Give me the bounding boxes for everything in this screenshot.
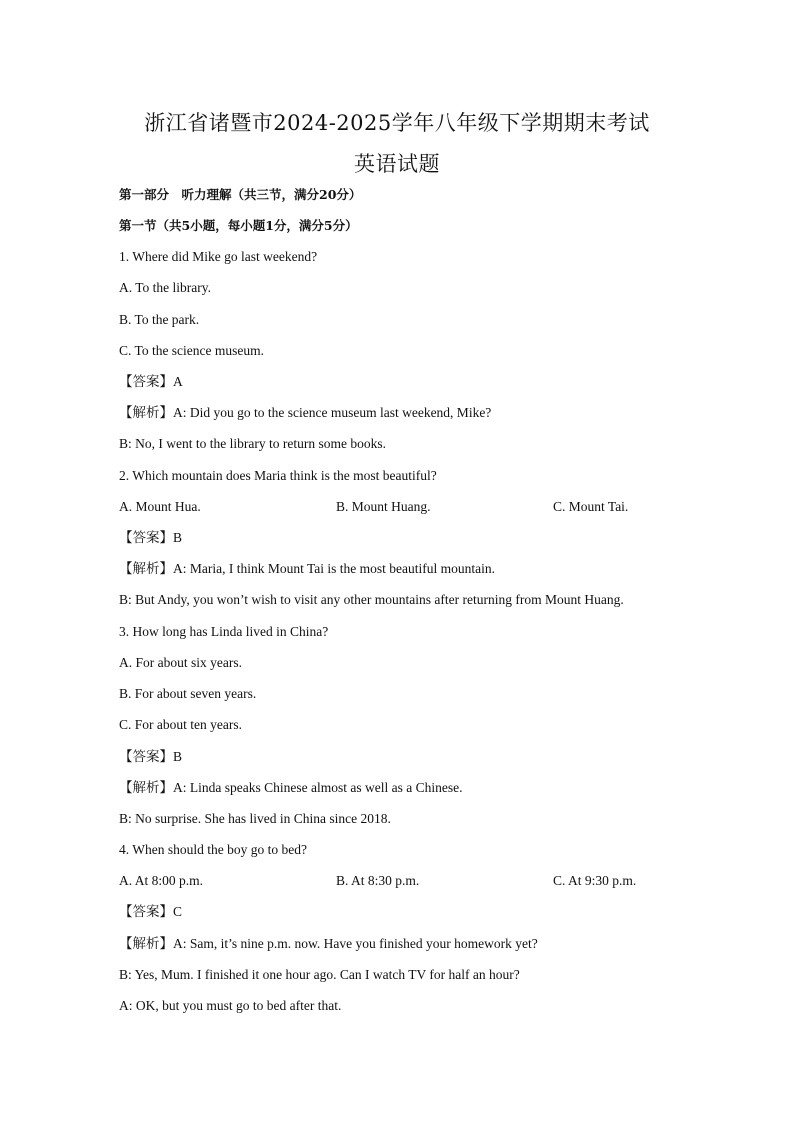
q4-option-a: A. At 8:00 p.m. bbox=[119, 873, 204, 888]
q4-option-c: C. At 9:30 p.m. bbox=[553, 873, 637, 888]
q1-analysis-line-1: 【解析】A: Did you go to the science museum last weekend, Mike? bbox=[119, 405, 492, 420]
q3-analysis-line-1: 【解析】A: Linda speaks Chinese almost as well as a Chinese. bbox=[119, 780, 463, 795]
q4-analysis-line-2: B: Yes, Mum. I finished it one hour ago. Can I watch TV for half an hour? bbox=[119, 967, 520, 982]
q3-option-a: A. For about six years. bbox=[119, 655, 242, 670]
question-1: 1. Where did Mike go last weekend? bbox=[119, 249, 318, 264]
q2-analysis-line-2: B: But Andy, you won’t wish to visit any other mountains after returning from Mount Huang. bbox=[119, 592, 624, 607]
q3-answer: 【答案】B bbox=[119, 749, 183, 764]
page-title: 浙江省诸暨市2024-2025学年八年级下学期期末考试 bbox=[144, 111, 650, 135]
q4-analysis-line-1: 【解析】A: Sam, it’s nine p.m. now. Have you finished your homework yet? bbox=[119, 936, 538, 951]
q2-option-b: B. Mount Huang. bbox=[336, 499, 431, 514]
question-2: 2. Which mountain does Maria think is the most beautiful? bbox=[119, 468, 437, 483]
q4-analysis-line-3: A: OK, but you must go to bed after that. bbox=[119, 998, 342, 1013]
q4-answer: 【答案】C bbox=[119, 904, 183, 919]
q1-analysis-line-2: B: No, I went to the library to return some books. bbox=[119, 436, 386, 451]
q1-answer: 【答案】A bbox=[119, 374, 183, 389]
q2-answer: 【答案】B bbox=[119, 530, 183, 545]
q1-option-c: C. To the science museum. bbox=[119, 343, 265, 358]
q4-option-b: B. At 8:30 p.m. bbox=[336, 873, 420, 888]
q1-option-a: A. To the library. bbox=[119, 280, 212, 295]
q3-option-b: B. For about seven years. bbox=[119, 686, 257, 701]
question-3: 3. How long has Linda lived in China? bbox=[119, 624, 329, 639]
q2-option-a: A. Mount Hua. bbox=[119, 499, 201, 514]
section-heading: 第一节（共5小题，每小题1分，满分5分） bbox=[119, 218, 358, 233]
q1-option-b: B. To the park. bbox=[119, 312, 200, 327]
page-subtitle: 英语试题 bbox=[354, 152, 440, 176]
q3-option-c: C. For about ten years. bbox=[119, 717, 242, 732]
question-4: 4. When should the boy go to bed? bbox=[119, 842, 307, 857]
q2-analysis-line-1: 【解析】A: Maria, I think Mount Tai is the most beautiful mountain. bbox=[119, 561, 496, 576]
part-heading: 第一部分 听力理解（共三节，满分20分） bbox=[119, 187, 362, 202]
q2-option-c: C. Mount Tai. bbox=[553, 499, 629, 514]
q3-analysis-line-2: B: No surprise. She has lived in China since 2018. bbox=[119, 811, 391, 826]
